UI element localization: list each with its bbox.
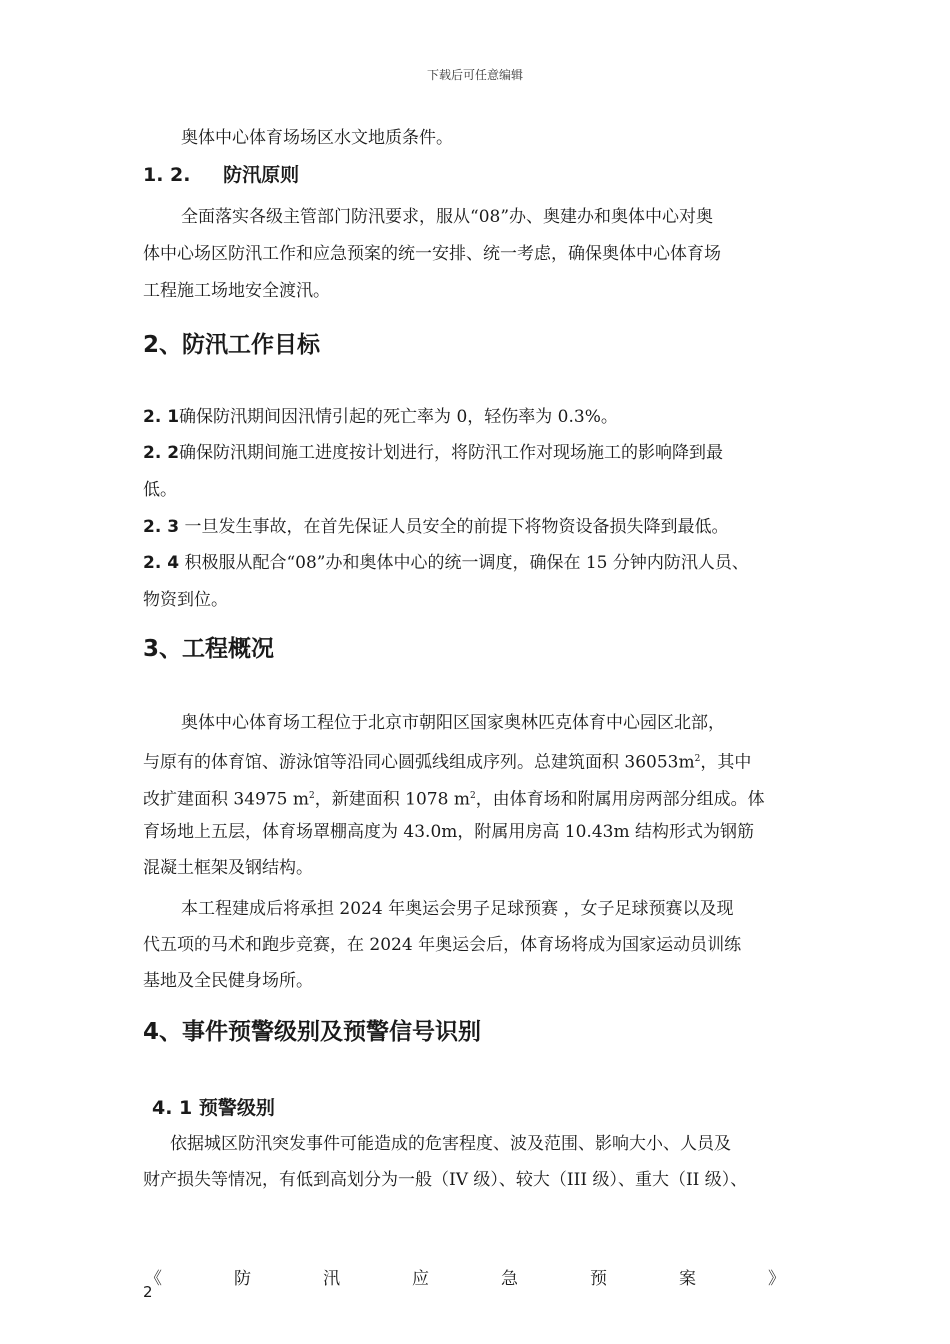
footer-char: 预 [590,1269,607,1289]
section-heading-2: 2、防汛工作目标 [143,332,321,358]
page-number: 2 [143,1283,153,1301]
footer-char: 急 [501,1269,518,1289]
goal-number: 2. 3 [143,517,180,537]
paragraph-line: 依据城区防汛突发事件可能造成的危害程度、波及范围、影响大小、人员及 [170,1134,731,1154]
section-heading-3: 3、工程概况 [143,636,275,662]
footer-char: 《 [145,1269,162,1289]
goal-item [143,545,749,581]
section-title: 防汛原则 [223,164,300,186]
superscript: 2 [694,754,701,764]
paragraph-line: 奥体中心体育场工程位于北京市朝阳区国家奥林匹克体育中心园区北部， [181,713,725,733]
paragraph-line: 基地及全民健身场所。 [143,971,313,991]
paragraph-line: 奥体中心体育场场区水文地质条件。 [181,128,453,148]
section-heading-4: 4、事件预警级别及预警信号识别 [143,1019,482,1045]
goal-text: 确保防汛期间施工进度按计划进行，将防汛工作对现场施工的影响降到最 [179,443,724,463]
text-run: ，其中 [700,752,752,773]
subsection-heading-4-1: 4. 1 预警级别 [152,1097,275,1119]
goal-text: 一旦发生事故，在首先保证人员安全的前提下将物资设备损失降到最低。 [179,517,729,537]
goal-continuation: 低。 [143,480,177,500]
footer-char: 汛 [323,1269,340,1289]
goal-item [143,435,723,471]
section-number: 1. 2. [143,164,191,186]
goal-number: 2. 1 [143,407,180,427]
goal-number: 2. 2 [143,443,180,463]
goal-text: 确保防汛期间因汛情引起的死亡率为 0，轻伤率为 0.3%。 [179,407,618,427]
paragraph-line [143,741,751,781]
goal-item [143,509,728,545]
paragraph-line: 混凝土框架及钢结构。 [143,858,313,878]
paragraph-line: 体中心场区防汛工作和应急预案的统一安排、统一考虑，确保奥体中心体育场 [143,244,721,264]
paragraph-line: 工程施工场地安全渡汛。 [143,281,330,301]
paragraph-line [143,778,765,818]
text-run: 改扩建面积 34975 m [143,789,310,810]
section-heading-1-2 [143,160,299,187]
page-footer [145,1264,785,1289]
paragraph-line: 育场地上五层，体育场罩棚高度为 43.0m，附属用房高 10.43m 结构形式为钢筋 [143,822,754,842]
paragraph-line: 全面落实各级主管部门防汛要求，服从“08”办、奥建办和奥体中心对奥 [181,207,714,227]
superscript: 2 [309,791,315,801]
paragraph-line: 财产损失等情况，有低到高划分为一般（IV 级）、较大（III 级）、重大（II 级）、 [143,1170,748,1190]
footer-char: 》 [768,1269,785,1289]
goal-number: 2. 4 [143,553,180,573]
text-run: ，由体育场和附属用房两部分组成。体 [475,789,765,810]
footer-char: 防 [234,1269,251,1289]
goal-text: 积极服从配合“08”办和奥体中心的统一调度，确保在 15 分钟内防汛人员、 [179,553,749,573]
goal-item [143,399,618,435]
page-header: 下载后可任意编辑 [426,68,523,82]
paragraph-line: 本工程建成后将承担 2024 年奥运会男子足球预赛 ，女子足球预赛以及现 [181,899,734,919]
footer-char: 案 [679,1269,696,1289]
text-run: 与原有的体育馆、游泳馆等沿同心圆弧线组成序列。总建筑面积 36053m [143,752,695,773]
text-run: ，新建面积 1078 m [314,789,470,810]
goal-continuation: 物资到位。 [143,590,228,610]
footer-char: 应 [412,1269,429,1289]
superscript: 2 [469,791,476,801]
paragraph-line: 代五项的马术和跑步竞赛，在 2024 年奥运会后，体育场将成为国家运动员训练 [143,935,742,955]
